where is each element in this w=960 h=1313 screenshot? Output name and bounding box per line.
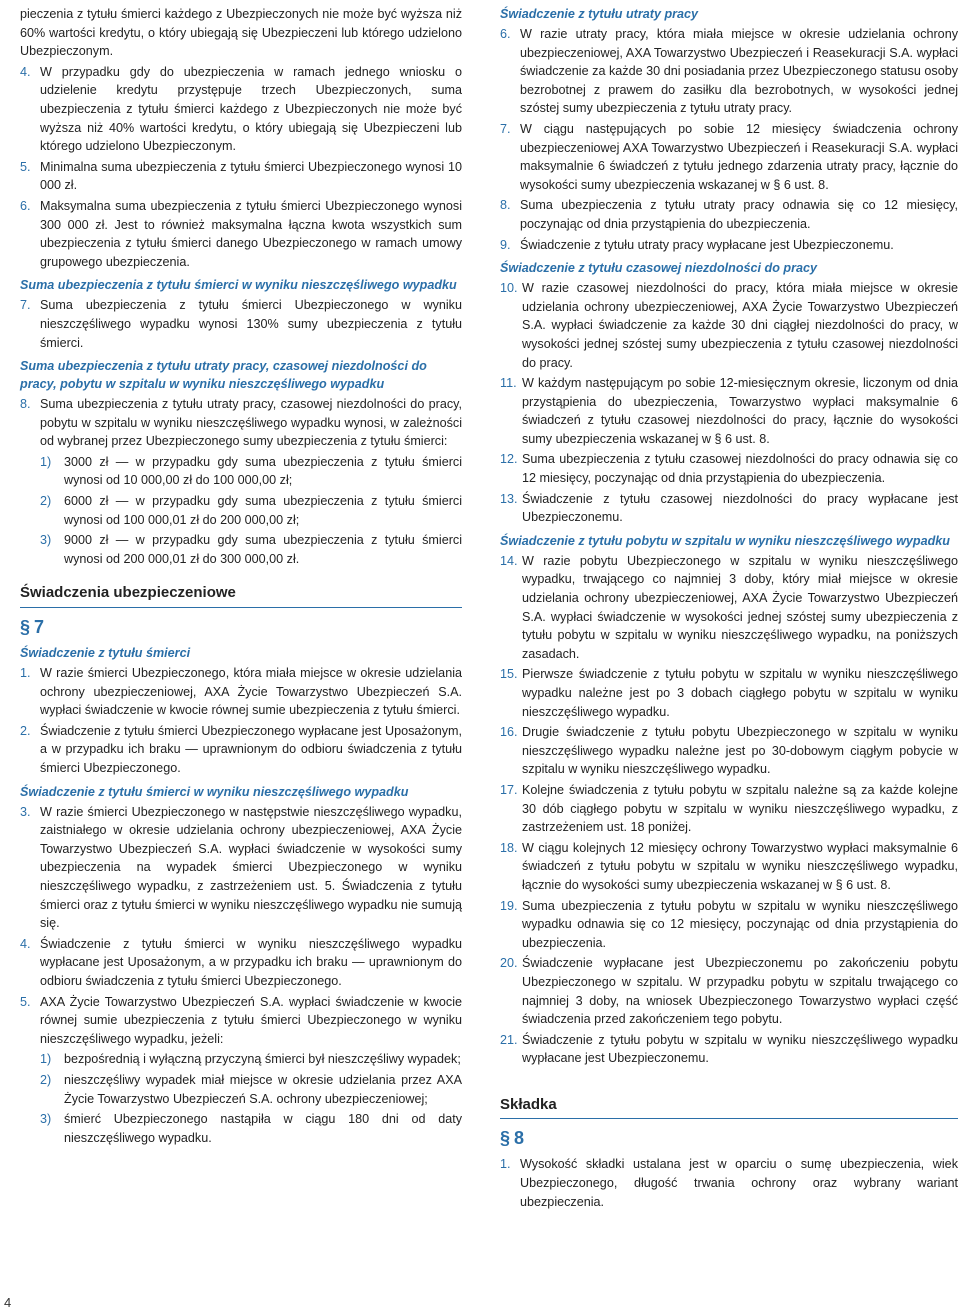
item-number: 17. xyxy=(500,782,518,797)
item-text: śmierć Ubezpieczonego nastąpiła w ciągu 180 dni od daty nieszczęśliwego wypadku. xyxy=(64,1112,462,1145)
heading-hospital-benefit: Świadczenie z tytułu pobytu w szpitalu w wyniku nieszczęśliwego wypadku xyxy=(500,533,950,548)
item-text: 6000 zł — w przypadku gdy suma ubezpieczenia z tytułu śmierci wynosi od 100 000,01 zł do 200 000,00 zł; xyxy=(64,494,462,527)
item-text: W razie utraty pracy, która miała miejsce w okresie udzielania ochrony ubezpieczeniowej, AXA Towarzystwo Ubezpieczeń i Reasekuracji S.A. wypłaci świadczenie za każde 30 dni posiadania przez Ubezpieczonego statusu osoby bezrobotnej z prawem do zasiłku dla bezrobotnych, w wysokości jednej szóstej sumy ubezpieczenia z tytułu utraty pracy. xyxy=(520,27,958,116)
item-text: W razie pobytu Ubezpieczonego w szpitalu w wyniku nieszczęśliwego wypadku, trwającego co najmniej 3 doby, który miał miejsce w okresie udzielania ochrony ubezpieczeniowej, AXA Życie Towarzystwo Ubezpieczeń S.A. wypłaci świadczenie w wysokości jednej szóstej sumy ubezpieczenia z tytułu pobytu w szpitalu w wyniku nieszczęśliwego wypadku, na poniższych zasadach. xyxy=(522,553,958,661)
items-d xyxy=(20,664,462,778)
item-number: 4. xyxy=(20,64,31,79)
item-number: 18. xyxy=(500,840,518,855)
item-number: 14. xyxy=(500,553,518,568)
items-e xyxy=(20,803,462,1049)
item-number: 11. xyxy=(500,376,517,391)
paragraph-number: 8 xyxy=(514,1128,525,1149)
sub-list-item xyxy=(20,531,462,568)
item-text: Pierwsze świadczenie z tytułu pobytu w szpitalu w wyniku nieszczęśliwego wypadku należne jest po 3 dobach ciągłego pobytu w szpitalu w wyniku nieszczęśliwego wypadku. xyxy=(522,667,958,719)
item-text: AXA Życie Towarzystwo Ubezpieczeń S.A. wypłaci świadczenie w kwocie równej sumie ubezpieczenia z tytułu śmierci Ubezpieczonego w wyniku nieszczęśliwego wypadku, jeżeli: xyxy=(40,994,462,1046)
heading-disability-benefit: Świadczenie z tytułu czasowej niezdolności do pracy xyxy=(500,261,818,276)
item-text: Świadczenie wypłacane jest Ubezpieczonemu po zakończeniu pobytu Ubezpieczonego w szpitalu. W przypadku pobytu w szpitalu trwającego co najmniej 3 doby, na wniosek Ubezpieczonego Towarzystwo wypłaci część świadczenia przed zakończeniem tego pobytu. xyxy=(522,956,958,1027)
right-column xyxy=(500,5,958,1213)
list-item xyxy=(500,279,958,372)
item-text: W każdym następującym po sobie 12-miesięcznym okresie, liczonym od dnia przystąpienia do ubezpieczenia, Towarzystwo wypłaci maksymalnie 6 świadczeń z tytułu czasowej niezdolności do pracy, łącznie do wysokości sumy ubezpieczenia wskazanej w § 6 ust. 8. xyxy=(522,376,958,446)
heading-death-benefit: Świadczenie z tytułu śmierci xyxy=(20,646,191,661)
item-text: W przypadku gdy do ubezpieczenia w ramach jednego wniosku o udzielenie kredytu przystępuje trzech Ubezpieczonych, suma ubezpieczenia z tytułu śmierci każdego z Ubezpieczonych nie może być wyższa niż 40% wartości kredytu, o który ubiegają się Ubezpieczeni lub którego udzielono Ubezpieczonym. xyxy=(40,64,462,154)
list-item xyxy=(500,196,958,233)
item-text: Wysokość składki ustalana jest w oparciu o sumę ubezpieczenia, wiek Ubezpieczonego, długość trwania ochrony oraz wybrany wariant ubezpieczenia. xyxy=(520,1157,958,1209)
item-text: Suma ubezpieczenia z tytułu śmierci Ubezpieczonego w wyniku nieszczęśliwego wypadku wynosi 130% sumy ubezpieczenia z tytułu śmierci. xyxy=(40,298,462,350)
section-title-premium: Składka xyxy=(500,1096,958,1120)
list-item xyxy=(20,63,462,156)
heading-death-accident-benefit: Świadczenie z tytułu śmierci w wyniku nieszczęśliwego wypadku xyxy=(20,784,409,799)
item-number: 15. xyxy=(500,667,518,682)
item-number: 9. xyxy=(500,237,511,252)
list-item xyxy=(500,839,958,895)
list-item xyxy=(500,25,958,118)
left-column xyxy=(20,5,462,1149)
item-text: Kolejne świadczenia z tytułu pobytu w szpitalu należne są za każde kolejne 30 dób ciągłego pobytu w szpitalu w wyniku nieszczęśliwego wypadku, z zastrzeżeniem ust. 18 poniżej. xyxy=(522,782,958,835)
item-text: Świadczenie z tytułu czasowej niezdolności do pracy wypłacane jest Ubezpieczonemu. xyxy=(522,491,958,525)
item-text: W razie śmierci Ubezpieczonego w następstwie nieszczęśliwego wypadku, zaistniałego w okresie udzielania ochrony ubezpieczeniowej, AXA Życie Towarzystwo Ubezpieczeń S.A. wypłaci świadczenie w wysokości sumy ubezpieczenia na wypadek śmierci Ubezpieczonego w wyniku nieszczęśliwego wypadku, z zastrzeżeniem ust. 5. Świadczenia z tytułu śmierci oraz z tytułu śmierci w wyniku nieszczęśliwego wypadku nie sumują się. xyxy=(40,804,462,931)
sub-list-item xyxy=(20,492,462,529)
item-text: Suma ubezpieczenia z tytułu utraty pracy, czasowej niezdolności do pracy, pobytu w szpitalu w wyniku nieszczęśliwego wypadku wynosi, w zależności od wybranej przez Ubezpieczonego sumy ubezpieczenia z tytułu śmierci: xyxy=(40,397,462,449)
list-item xyxy=(20,993,462,1049)
list-item xyxy=(500,665,958,721)
item-text: W ciągu następujących po sobie 12 miesięcy świadczenia ochrony ubezpieczeniowej AXA Towarzystwo Ubezpieczeń i Reasekuracji S.A. wypłaci maksymalnie 6 świadczeń z tytułu jednego zdarzenia utraty pracy, łącznie do wysokości sumy ubezpieczenia wskazanej w § 6 ust. 8. xyxy=(520,121,958,192)
item-number: 1. xyxy=(20,666,31,681)
item-number: 3) xyxy=(40,1112,52,1127)
list-item xyxy=(500,1155,958,1211)
item-number: 2) xyxy=(40,1072,52,1087)
list-item xyxy=(500,1031,958,1068)
item-text: Suma ubezpieczenia z tytułu utraty pracy odnawia się co 12 miesięcy, poczynając od dnia przystąpienia do ubezpieczenia. xyxy=(520,198,958,231)
item-text: Suma ubezpieczenia z tytułu czasowej niezdolności do pracy odnawia się co 12 miesięcy, poczynając od dnia przystąpienia do ubezpieczenia. xyxy=(522,452,958,486)
items-c xyxy=(20,395,462,451)
item-text: Świadczenie z tytułu pobytu w szpitalu w wyniku nieszczęśliwego wypadku wypłacane jest Ubezpieczonemu. xyxy=(522,1032,958,1066)
item-text: Suma ubezpieczenia z tytułu pobytu w szpitalu w wyniku nieszczęśliwego wypadku odnawia się co 12 miesięcy, poczynając od dnia przystąpienia do ubezpieczenia. xyxy=(522,898,958,950)
item-number: 7. xyxy=(500,121,511,136)
list-item xyxy=(500,490,958,527)
item-number: 8. xyxy=(500,198,511,213)
item-number: 13. xyxy=(500,491,518,506)
item-number: 5. xyxy=(20,994,31,1009)
list-item xyxy=(500,236,958,255)
list-item xyxy=(500,552,958,664)
item-number: 16. xyxy=(500,725,518,740)
item-number: 2) xyxy=(40,494,52,509)
items-f xyxy=(500,25,958,254)
item-number: 1. xyxy=(500,1157,511,1172)
list-item xyxy=(500,954,958,1028)
paragraph-sign: § xyxy=(500,1128,511,1149)
list-item xyxy=(20,395,462,451)
item-text: Świadczenie z tytułu utraty pracy wypłacane jest Ubezpieczonemu. xyxy=(520,237,894,252)
subitems-c xyxy=(20,453,462,569)
items-h xyxy=(500,552,958,1068)
item-text: Minimalna suma ubezpieczenia z tytułu śmierci Ubezpieczonego wynosi 10 000 zł. xyxy=(40,159,462,193)
list-item xyxy=(500,374,958,448)
paragraph-sign: § xyxy=(20,617,31,638)
item-text: W razie śmierci Ubezpieczonego, która miała miejsce w okresie udzielania ochrony ubezpieczeniowej, AXA Życie Towarzystwo Ubezpieczeń S.A. wypłaci świadczenie w kwocie równej sumie ubezpieczenia z tytułu śmierci. xyxy=(40,666,462,718)
item-number: 10. xyxy=(500,281,518,296)
item-text: W ciągu kolejnych 12 miesięcy ochrony Towarzystwo wypłaci maksymalnie 6 świadczeń z tytułu pobytu w szpitalu w wyniku nieszczęśliwego wypadku, łącznie do wysokości sumy ubezpieczenia wskazanej w § 6 ust. 8. xyxy=(522,840,958,892)
subitems-e xyxy=(20,1050,462,1147)
item-number: 2. xyxy=(20,723,31,738)
item-text: Drugie świadczenie z tytułu pobytu Ubezpieczonego w szpitalu w wyniku nieszczęśliwego wypadku należne jest po 30-dobowym ciągłym pobycie w szpitalu w wyniku nieszczęśliwego wypadku. xyxy=(522,725,958,777)
items-i xyxy=(500,1155,958,1211)
list-item xyxy=(500,781,958,837)
heading-job-loss-benefit: Świadczenie z tytułu utraty pracy xyxy=(500,7,699,21)
paragraph-number: 7 xyxy=(34,617,45,638)
paragraph-mark-8 xyxy=(500,1127,958,1149)
items-b xyxy=(20,296,462,352)
sub-list-item xyxy=(20,1071,462,1108)
list-item xyxy=(20,296,462,352)
list-item xyxy=(20,197,462,271)
list-item xyxy=(20,664,462,720)
list-item xyxy=(500,120,958,194)
list-item xyxy=(20,722,462,778)
item-number: 5. xyxy=(20,159,31,174)
spacer xyxy=(500,1070,958,1080)
item-text: Świadczenie z tytułu śmierci Ubezpieczonego wypłacane jest Uposażonym, a w przypadku ich braku — uprawnionym do odbioru świadczenia z tytułu śmierci Ubezpieczonego. xyxy=(40,723,462,775)
item-text: bezpośrednią i wyłączną przyczyną śmierci był nieszczęśliwy wypadek; xyxy=(64,1052,461,1067)
list-item xyxy=(500,450,958,487)
list-item xyxy=(500,723,958,779)
item-number: 21. xyxy=(500,1032,518,1047)
item-text: W razie czasowej niezdolności do pracy, która miała miejsce w okresie udzielania ochrony ubezpieczeniowej, AXA Życie Towarzystwo Ubezpieczeń S.A. wypłaci świadczenie za każde 30 dni ciągłej niezdolności do pracy, w wysokości jednej szóstej sumy ubezpieczenia z tytułu czasowej niezdolności do pracy. xyxy=(522,281,958,370)
item-number: 6. xyxy=(500,27,511,41)
page-number: 4 xyxy=(4,1295,12,1310)
item-text: Maksymalna suma ubezpieczenia z tytułu śmierci Ubezpieczonego wynosi 300 000 zł. Jest to również maksymalna łączna kwota wszystkich sum ubezpieczenia z tytułu śmierci danego Ubezpieczonego w ramach umowy grupowego ubezpieczenia. xyxy=(40,198,462,269)
list-item xyxy=(20,935,462,991)
item-number: 7. xyxy=(20,298,31,313)
item-number: 1) xyxy=(40,454,52,469)
item-number: 19. xyxy=(500,898,518,913)
section-title-benefits: Świadczenia ubezpieczeniowe xyxy=(20,584,462,608)
intro-paragraph: pieczenia z tytułu śmierci każdego z Ubezpieczonych nie może być wyższa niż 60% wartości kredytu, o który ubiegają się Ubezpieczeni lub którego udzielono Ubezpieczonym. xyxy=(20,7,462,59)
item-text: Świadczenie z tytułu śmierci w wyniku nieszczęśliwego wypadku wypłacane jest Uposażonym, a w przypadku ich braku — uprawnionym do odbioru świadczenia z tytułu śmierci Ubezpieczonego. xyxy=(40,936,462,988)
item-text: 3000 zł — w przypadku gdy suma ubezpieczenia z tytułu śmierci wynosi od 10 000,00 zł do 100 000,00 zł; xyxy=(64,454,462,488)
item-number: 6. xyxy=(20,198,31,213)
items-a xyxy=(20,63,462,272)
sub-list-item xyxy=(20,1050,462,1069)
item-number: 3. xyxy=(20,804,31,819)
item-number: 3) xyxy=(40,533,52,548)
heading-accident-death-sum: Suma ubezpieczenia z tytułu śmierci w wyniku nieszczęśliwego wypadku xyxy=(20,278,457,293)
item-number: 20. xyxy=(500,956,518,971)
paragraph-mark-7 xyxy=(20,616,462,638)
item-number: 4. xyxy=(20,936,31,951)
sub-list-item xyxy=(20,453,462,490)
list-item xyxy=(500,897,958,953)
item-text: nieszczęśliwy wypadek miał miejsce w okresie udzielania przez AXA Życie Towarzystwo Ubezpieczeń S.A. ochrony ubezpieczeniowej; xyxy=(64,1072,462,1106)
list-item xyxy=(20,803,462,933)
item-number: 12. xyxy=(500,452,518,467)
sub-list-item xyxy=(20,1110,462,1147)
item-number: 1) xyxy=(40,1052,52,1067)
list-item xyxy=(20,158,462,195)
heading-job-loss-sum: Suma ubezpieczenia z tytułu utraty pracy, czasowej niezdolności do pracy, pobytu w szpitalu w wyniku nieszczęśliwego wypadku xyxy=(20,359,427,392)
item-number: 8. xyxy=(20,397,31,412)
items-g xyxy=(500,279,958,527)
item-text: 9000 zł — w przypadku gdy suma ubezpieczenia z tytułu śmierci wynosi od 200 000,01 zł do 300 000,00 zł. xyxy=(64,533,462,566)
